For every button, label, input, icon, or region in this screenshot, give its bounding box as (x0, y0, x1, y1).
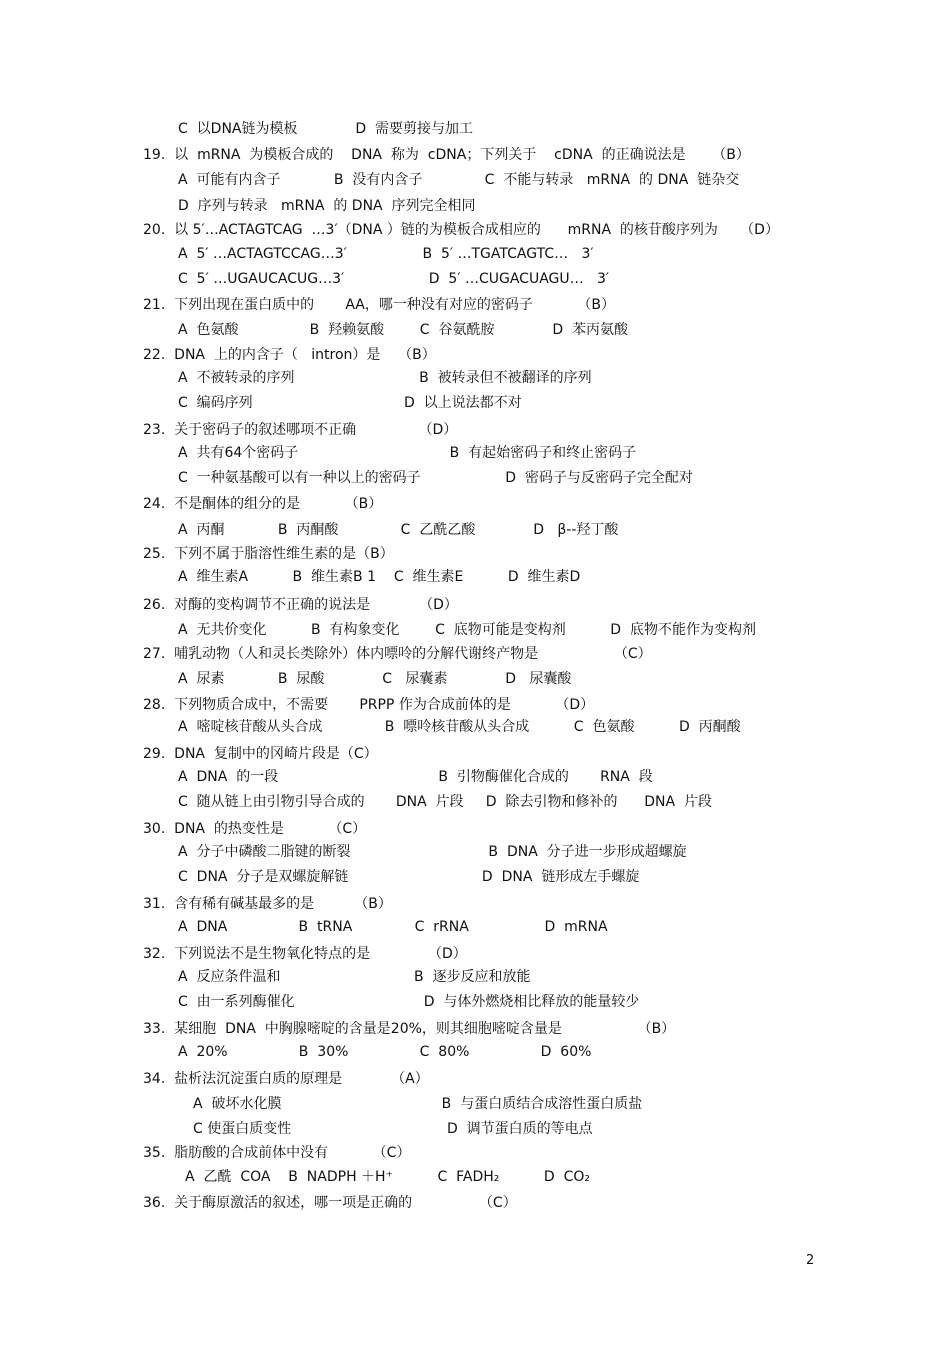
text-line: C 以DNA链为模板 D 需要剪接与加工 (178, 121, 474, 137)
question-25: 25. 下列不属于脂溶性维生素的是（B） (143, 546, 394, 562)
text-line: A 破坏水化膜 B 与蛋白质结合成溶性蛋白质盐 (193, 1096, 643, 1112)
text-line: A 丙酮 B 丙酮酸 C 乙酰乙酸 D β--羟丁酸 (178, 522, 619, 538)
question-32: 32. 下列说法不是生物氧化特点的是 （D） (143, 946, 467, 962)
text-line: C 随从链上由引物引导合成的 DNA 片段 D 除去引物和修补的 DNA 片段 (178, 794, 712, 810)
question-35: 35. 脂肪酸的合成前体中没有 （C） (143, 1145, 411, 1161)
text-line: A DNA 的一段 B 引物酶催化合成的 RNA 段 (178, 769, 653, 785)
text-line: A 不被转录的序列 B 被转录但不被翻译的序列 (178, 370, 592, 386)
text-line: A 嘧啶核苷酸从头合成 B 嘌呤核苷酸从头合成 C 色氨酸 D 丙酮酸 (178, 719, 741, 735)
question-31: 31. 含有稀有碱基最多的是 （B） (143, 896, 392, 912)
page-number: 2 (806, 1253, 815, 1268)
question-36: 36. 关于酶原激活的叙述，哪一项是正确的 （C） (143, 1195, 517, 1211)
question-29: 29. DNA 复制中的冈崎片段是（C） (143, 746, 378, 762)
text-line: A 尿素 B 尿酸 C 尿囊素 D 尿囊酸 (178, 671, 572, 687)
question-26: 26. 对酶的变构调节不正确的说法是 （D） (143, 597, 458, 613)
text-line: A 乙酰 COA B NADPH ＋H⁺ C FADH₂ D CO₂ (185, 1169, 591, 1185)
question-21: 21. 下列出现在蛋白质中的 AA，哪一种没有对应的密码子 （B） (143, 297, 615, 313)
question-23: 23. 关于密码子的叙述哪项不正确 （D） (143, 422, 458, 438)
text-line: A 反应条件温和 B 逐步反应和放能 (178, 969, 531, 985)
question-28: 28. 下列物质合成中，不需要 PRPP 作为合成前体的是 （D） (143, 697, 595, 713)
text-line: D 序列与转录 mRNA 的 DNA 序列完全相同 (178, 198, 476, 214)
text-line: A 共有64个密码子 B 有起始密码子和终止密码子 (178, 445, 637, 461)
question-20: 20. 以 5′…ACTAGTCAG …3′（DNA ）链的为模板合成相应的 mRNA 的核苷酸序列为 （D） (143, 222, 779, 238)
question-24: 24. 不是酮体的组分的是 （B） (143, 496, 383, 512)
text-line: A 无共价变化 B 有构象变化 C 底物可能是变构剂 D 底物不能作为变构剂 (178, 622, 756, 638)
text-line: C DNA 分子是双螺旋解链 D DNA 链形成左手螺旋 (178, 869, 640, 885)
text-line: C 使蛋白质变性 D 调节蛋白质的等电点 (193, 1121, 593, 1137)
text-line: A 色氨酸 B 羟赖氨酸 C 谷氨酰胺 D 苯丙氨酸 (178, 322, 628, 338)
text-line: C 一种氨基酸可以有一种以上的密码子 D 密码子与反密码子完全配对 (178, 470, 693, 486)
question-33: 33. 某细胞 DNA 中胸腺嘧啶的含量是20%，则其细胞嘧啶含量是 （B） (143, 1021, 676, 1037)
question-30: 30. DNA 的热变性是 （C） (143, 821, 367, 837)
text-line: C 由一系列酶催化 D 与体外燃烧相比释放的能量较少 (178, 994, 640, 1010)
question-19: 19. 以 mRNA 为模板合成的 DNA 称为 cDNA；下列关于 cDNA 的正确说法是 （B） (143, 147, 750, 163)
text-line: A 分子中磷酸二脂键的断裂 B DNA 分子进一步形成超螺旋 (178, 844, 687, 860)
text-line: A 可能有内含子 B 没有内含子 C 不能与转录 mRNA 的 DNA 链杂交 (178, 172, 740, 188)
question-22: 22. DNA 上的内含子（ intron）是 （B） (143, 347, 436, 363)
text-line: A 5′ …ACTAGTCCAG…3′ B 5′ …TGATCAGTC… 3′ (178, 246, 594, 262)
text-line: A 20% B 30% C 80% D 60% (178, 1044, 592, 1060)
text-line: C 5′ …UGAUCACUG…3′ D 5′ …CUGACUAGU… 3′ (178, 271, 610, 287)
text-line: A DNA B tRNA C rRNA D mRNA (178, 919, 608, 935)
question-34: 34. 盐析法沉淀蛋白质的原理是 （A） (143, 1071, 429, 1087)
text-line: C 编码序列 D 以上说法都不对 (178, 395, 522, 411)
question-27: 27. 哺乳动物（人和灵长类除外）体内嘌呤的分解代谢终产物是 （C） (143, 646, 652, 662)
text-line: A 维生素A B 维生素B 1 C 维生素E D 维生素D (178, 569, 581, 585)
